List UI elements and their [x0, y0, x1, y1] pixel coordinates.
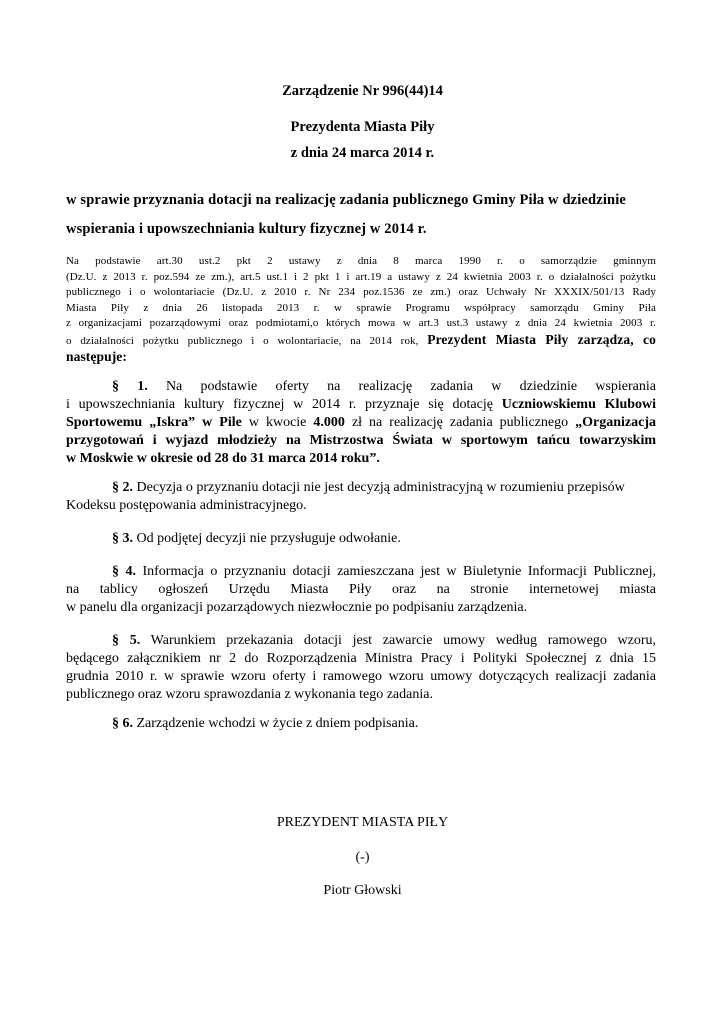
section-5-text: będącego załącznikiem nr 2 do Rozporządzenia Ministra Pracy i Polityki Społecznej z dnia 15	[66, 651, 656, 666]
section-1-line	[66, 396, 656, 414]
section-2	[66, 479, 656, 515]
signature-name: Piotr Głowski	[323, 883, 402, 898]
beneficiary-name: Sportowemu „Iskra” w Pile	[66, 415, 242, 430]
section-1-text: zł na realizację zadania publicznego	[351, 415, 569, 430]
section-2-text: Decyzja o przyznaniu dotacji nie jest decyzją administracyjną w rozumieniu przepisów	[136, 480, 625, 495]
task-name: w Moskwie w okresie od 28 do 31 marca 2014 roku”.	[66, 451, 380, 466]
legal-line-with-decision	[66, 332, 656, 350]
section-1-mark: § 1.	[112, 379, 148, 394]
signature-mark: (-)	[355, 850, 370, 865]
section-2-mark: § 2.	[112, 480, 133, 495]
section-1-line	[66, 414, 656, 432]
section-1	[66, 378, 656, 468]
decision-phrase-end: następuje:	[66, 349, 127, 364]
legal-line: Miasta Piły z dnia 26 listopada 2013 r. w sprawie Programu współpracy samorządu Gminy Piła	[66, 301, 656, 314]
section-4-text: w panelu dla organizacji pozarządowych niezwłocznie po podpisaniu zarządzenia.	[66, 600, 528, 615]
document-date: z dnia 24 marca 2014 r.	[290, 145, 435, 161]
document-title: Zarządzenie Nr 996(44)14	[282, 83, 443, 99]
section-2-line	[66, 479, 656, 497]
section-3-text: Od podjętej decyzji nie przysługuje odwołanie.	[136, 531, 401, 546]
section-6-mark: § 6.	[112, 716, 133, 731]
section-1-text: Na podstawie oferty na realizację zadania w dziedzinie wspierania	[165, 379, 657, 394]
section-1-text: w kwocie	[241, 415, 307, 430]
section-5	[66, 632, 656, 704]
section-4	[66, 563, 656, 617]
beneficiary-name: Uczniowskiemu Klubowi	[501, 397, 657, 412]
section-6	[66, 715, 656, 733]
decision-phrase: Prezydent Miasta Piły zarządza, co	[427, 331, 656, 347]
document-issuer: Prezydenta Miasta Piły	[290, 119, 435, 135]
document-topic	[66, 186, 656, 244]
section-1-line	[66, 378, 656, 396]
section-1-text: i upowszechniania kultury fizycznej w 2014 r. przyznaje się dotację	[66, 397, 493, 412]
section-5-text: Warunkiem przekazania dotacji jest zawarcie umowy według ramowego wzoru,	[150, 633, 657, 648]
section-3	[66, 530, 656, 548]
section-2-text: Kodeksu postępowania administracyjnego.	[66, 498, 307, 513]
section-5-line	[66, 632, 656, 650]
task-name: przygotowań i wyjazd młodzieży na Mistrzostwa Świata w sportowym tańcu towarzyskim	[66, 433, 656, 448]
section-3-line	[66, 530, 656, 548]
topic-line: wspierania i upowszechniania kultury fizycznej w 2014 r.	[66, 221, 427, 237]
section-5-text: publicznego oraz wzoru sprawozdania z wykonania tego zadania.	[66, 687, 433, 702]
section-4-mark: § 4.	[112, 564, 136, 579]
section-4-text: Informacja o przyznaniu dotacji zamieszczana jest w Biuletynie Informacji Publicznej,	[142, 564, 656, 579]
signature-title: PREZYDENT MIASTA PIŁY	[276, 815, 449, 830]
legal-line-text: o działalności pożytku publicznego i o wolontariacie, na 2014 rok,	[66, 334, 419, 347]
grant-amount: 4.000	[313, 415, 345, 430]
section-5-mark: § 5.	[112, 633, 141, 648]
legal-line: z organizacjami pozarządowymi oraz podmiotami,o których mowa w art.3 ust.3 ustawy z dnia 24 kwietnia 2003 r.	[66, 317, 656, 329]
task-name: „Organizacja	[575, 415, 656, 430]
section-4-line	[66, 563, 656, 581]
legal-basis	[66, 254, 656, 365]
section-6-text: Zarządzenie wchodzi w życie z dniem podpisania.	[136, 716, 419, 731]
section-4-text: na tablicy ogłoszeń Urzędu Miasta Piły oraz na stronie internetowej miasta	[66, 582, 656, 597]
legal-line: (Dz.U. z 2013 r. poz.594 ze zm.), art.5 ust.1 i 2 pkt 1 i art.19 a ustawy z 24 kwietnia 2003 r. o działalności pożytku	[66, 270, 656, 283]
legal-line: Na podstawie art.30 ust.2 pkt 2 ustawy z dnia 8 marca 1990 r. o samorządzie gminnym	[66, 255, 656, 267]
legal-line: publicznego i o wolontariacie (Dz.U. z 2010 r. Nr 234 poz.1536 ze zm.) oraz Uchwały Nr XXXIX/501/13 Rady	[66, 286, 656, 298]
section-6-line	[66, 715, 656, 733]
section-3-mark: § 3.	[112, 531, 133, 546]
topic-line: w sprawie przyznania dotacji na realizację zadania publicznego Gminy Piła w dziedzinie	[66, 192, 626, 208]
section-5-text: grudnia 2010 r. w sprawie wzoru oferty i ramowego wzoru umowy dotyczących realizacji zadania	[66, 669, 656, 684]
